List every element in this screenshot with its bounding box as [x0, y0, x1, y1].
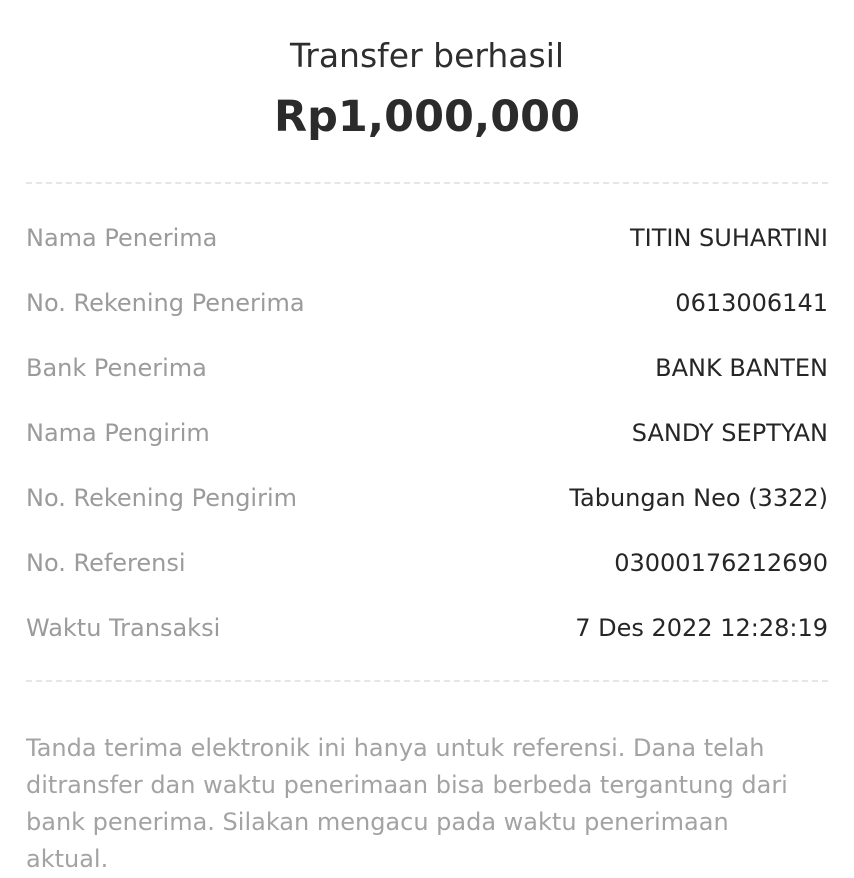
recipient-account-value: 0613006141 — [675, 288, 828, 317]
detail-row-transaction-time — [26, 595, 828, 660]
detail-row-recipient-account — [26, 270, 828, 335]
detail-row-recipient-name — [26, 205, 828, 270]
recipient-account-label: No. Rekening Penerima — [26, 288, 305, 317]
transaction-time-value: 7 Des 2022 12:28:19 — [575, 613, 828, 642]
receipt-disclaimer: Tanda terima elektronik ini hanya untuk referensi. Dana telah ditransfer dan waktu penerimaan bisa berbeda tergantung dari bank penerima. Silakan mengacu pada waktu penerimaan aktual. — [26, 734, 788, 873]
transfer-amount: Rp1,000,000 — [274, 92, 580, 142]
recipient-bank-label: Bank Penerima — [26, 353, 207, 382]
transaction-time-label: Waktu Transaksi — [26, 613, 221, 642]
sender-account-label: No. Rekening Pengirim — [26, 483, 298, 512]
detail-row-reference — [26, 530, 828, 595]
bottom-divider — [26, 680, 828, 682]
top-divider — [26, 182, 828, 184]
receipt-title: Transfer berhasil — [289, 36, 565, 75]
recipient-bank-value: BANK BANTEN — [655, 353, 828, 382]
detail-row-sender-name — [26, 400, 828, 465]
detail-row-recipient-bank — [26, 335, 828, 400]
reference-value: 03000176212690 — [614, 548, 828, 577]
sender-name-label: Nama Pengirim — [26, 418, 210, 447]
recipient-name-label: Nama Penerima — [26, 223, 218, 252]
transfer-details-list — [26, 205, 828, 660]
detail-row-sender-account — [26, 465, 828, 530]
reference-label: No. Referensi — [26, 548, 186, 577]
sender-name-value: SANDY SEPTYAN — [631, 418, 828, 447]
recipient-name-value: TITIN SUHARTINI — [629, 223, 828, 252]
sender-account-value: Tabungan Neo (3322) — [569, 483, 828, 512]
